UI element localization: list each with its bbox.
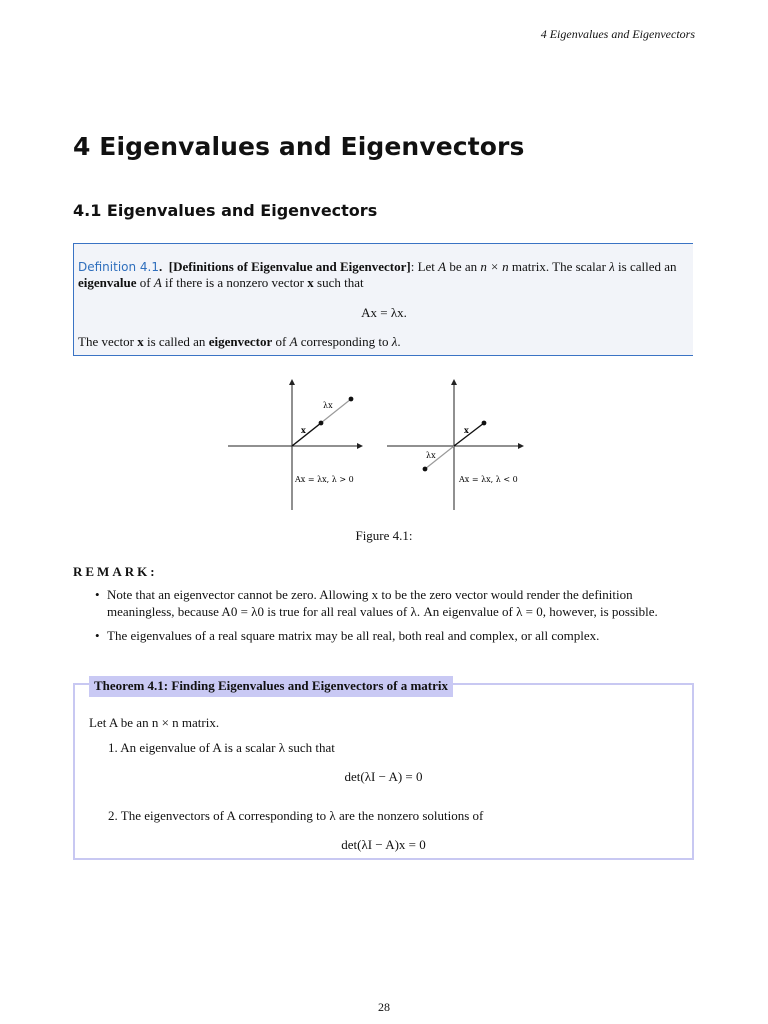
symbol-lambda: λ [391,334,398,349]
eigenvector-figure [225,378,525,513]
chapter-title: 4 Eigenvalues and Eigenvectors [73,132,525,161]
x-point [319,421,324,426]
term-eigenvalue: eigenvalue [78,275,137,290]
definition-text: of [272,334,290,349]
symbol-x: x [307,275,314,290]
page-number: 28 [378,1000,390,1014]
definition-label: Definition 4.1 [78,260,160,274]
definition-equation: Ax = λx. [361,305,407,320]
bullet-icon: • [95,587,100,602]
symbol-A: A [289,334,298,349]
symbol-A: A [438,259,447,274]
lambda-x-point [349,397,354,402]
theorem-equation-1: det(λI − A) = 0 [344,769,423,784]
definition-text: such that [313,275,364,290]
theorem-item-2: 2. The eigenvectors of A corresponding to λ are the nonzero solutions of [108,808,484,823]
definition-text: corresponding to [297,334,392,349]
figure-right-panel [387,382,521,510]
x-vector [454,423,484,446]
remark-title: REMARK: [73,564,158,579]
definition-box [73,243,693,356]
remark-bullet-1: Note that an eigenvector cannot be zero. Allowing x to be the zero vector would render the definition meaningless, because A0 = λ0 is true for all real values of λ. An eigenvalue of λ = 0, however, is possible. [107,587,658,619]
symbol-lambda: λ [609,259,615,274]
x-label: x [301,425,306,435]
theorem-title: Theorem 4.1: Finding Eigenvalues and Eigenvectors of a matrix [89,676,453,697]
theorem-intro: Let A be an n × n matrix. [89,715,220,730]
definition-text: is called an [614,259,677,274]
symbol-A: A [153,275,162,290]
term-eigenvector: eigenvector [208,334,273,349]
definition-paragraph-2: The vector x is called an eigenvector of A corresponding to λ. [78,334,401,349]
definition-text: if there is a nonzero vector [161,275,308,290]
definition-text: matrix. The scalar [508,259,610,274]
definition-text: The vector [78,334,138,349]
remark-list [73,586,699,651]
theorem-box [73,678,694,860]
lambda-x-point [423,467,428,472]
running-head: 4 Eigenvalues and Eigenvectors [540,27,695,41]
definition-title: [Definitions of Eigenvalue and Eigenvector] [168,259,411,274]
remark-bullet-2: The eigenvalues of a real square matrix may be all real, both real and complex, or all complex. [107,628,600,643]
definition-paragraph: Definition 4.1. [Definitions of Eigenvalue and Eigenvector]: Let A be an n × n matrix. The scalar λ is called an eigenvalue of A if there is a nonzero vector x such that [78,259,677,290]
definition-text: be an [446,259,481,274]
bullet-icon: • [95,628,100,643]
theorem-equation-2: det(λI − A)x = 0 [341,837,426,852]
section-title: 4.1 Eigenvalues and Eigenvectors [73,201,378,220]
x-vector [292,423,321,446]
condition-label: Ax = λx, λ < 0 [459,475,518,484]
lambda-x-label: λx [323,401,333,410]
definition-text: : Let [410,259,439,274]
x-label: x [464,425,469,435]
figure-caption: Figure 4.1: [355,528,413,543]
symbol-x: x [137,334,144,349]
x-point [482,421,487,426]
figure-left-panel [228,382,360,510]
lambda-x-label: λx [426,451,436,460]
definition-text: is called an [143,334,209,349]
definition-text: of [136,275,154,290]
list-item [73,627,699,644]
theorem-item-1: 1. An eigenvalue of A is a scalar λ such that [108,740,335,755]
symbol-n-by-n: n × n [480,259,509,274]
condition-label: Ax = λx, λ > 0 [295,475,354,484]
list-item [73,586,699,620]
